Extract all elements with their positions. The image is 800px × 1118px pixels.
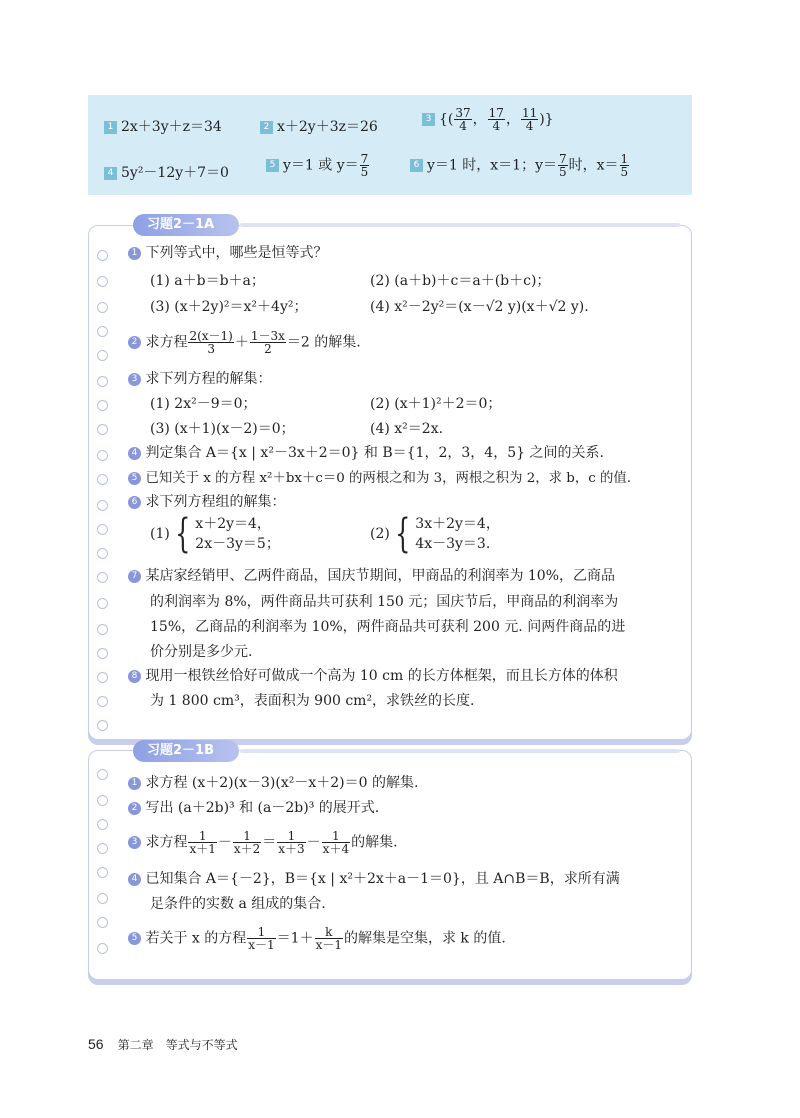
a-q5: 5 已知关于 x 的方程 x²＋bx＋c＝0 的两根之和为 3，两根之积为 2，求 b，c 的值.: [128, 468, 631, 489]
b-q1: 1 求方程 (x＋2)(x－3)(x²－x＋2)＝0 的解集.: [128, 773, 418, 793]
b-q4-line2: 足条件的实数 a 组成的集合.: [150, 896, 326, 912]
answer-3: 3 {( $\frac{37}{4}$ ， $\frac{17}{4}$ ， $\frac{11}{4}$ )}: [422, 107, 554, 132]
section-a-rule: [240, 223, 680, 227]
a-q7: 7 某店家经销甲、乙两件商品，国庆节期间，甲商品的利润率为 10%，乙商品: [128, 566, 615, 586]
a-q6: 6 求下列方程组的解集：: [128, 492, 285, 512]
answer-4: 4 5y²－12y＋7＝0: [104, 163, 229, 183]
a-q7-line2: 的利润率为 8%，两件商品共可获利 150 元；国庆节后，甲商品的利润率为: [150, 594, 619, 610]
a-q1-item3: (3) (x＋2y)²＝x²＋4y²；: [150, 299, 308, 315]
a-q8: 8 现用一根铁丝恰好可做成一个高为 10 cm 的长方体框架，而且长方体的体积: [128, 666, 618, 686]
section-b-title: 习题2－1B: [133, 740, 239, 762]
a-q7-line3: 15%，乙商品的利润率为 10%，两件商品共可获利 200 元. 问两件商品的进: [150, 619, 626, 635]
section-b-rule: [240, 749, 680, 753]
b-q3: 3 求方程 $\frac{1}{x+1}$ － $\frac{1}{x+2}$ ＝ $\frac{1}{x+3}$ － $\frac{1}{x+4}$ 的解集.: [128, 830, 398, 855]
a-q1-item1: (1) a＋b＝b＋a；: [150, 273, 265, 289]
a-q3: 3 求下列方程的解集：: [128, 369, 271, 389]
a-q3-item4: (4) x²＝2x.: [370, 421, 444, 437]
a-q6-system1: (1) { x＋2y＝4， 2x－3y＝5；: [150, 511, 280, 557]
b-q2: 2 写出 (a＋2b)³ 和 (a－2b)³ 的展开式.: [128, 798, 379, 818]
a-q3-item2: (2) (x＋1)²＋2＝0；: [370, 396, 502, 412]
answer-2: 2 x＋2y＋3z＝26: [260, 117, 378, 137]
a-q8-line2: 为 1 800 cm³，表面积为 900 cm²，求铁丝的长度.: [150, 693, 475, 709]
a-q2: 2 求方程 $\frac{2(x-1)}{3}$ ＋ $\frac{1-3x}{2}$ ＝2 的解集.: [128, 330, 361, 355]
b-q5: 5 若关于 x 的方程 $\frac{1}{x-1}$ ＝1＋ $\frac{k}{x-1}$ 的解集是空集，求 k 的值.: [128, 926, 506, 951]
chapter-title: 第二章 等式与不等式: [117, 1038, 238, 1052]
page-footer: [88, 1036, 238, 1053]
answer-box: [88, 95, 692, 195]
a-q1: 1 下列等式中，哪些是恒等式？: [128, 243, 327, 263]
a-q3-item3: (3) (x＋1)(x－2)＝0；: [150, 421, 295, 437]
a-q7-line4: 价分别是多少元.: [150, 644, 253, 660]
answer-5: 5 y＝1 或 y＝ $\frac{7}{5}$: [266, 153, 370, 178]
answer-1: 1 2x＋3y＋z＝34: [104, 117, 222, 137]
answer-6: 6 y＝1 时，x＝1；y＝ $\frac{7}{5}$ 时，x＝ $\frac{1}{5}$: [410, 153, 630, 178]
section-a-title: 习题2－1A: [133, 214, 239, 236]
a-q4: 4 判定集合 A＝{x | x²－3x＋2＝0} 和 B＝{1，2，3，4，5} 之间的关系.: [128, 443, 604, 463]
a-q6-system2: (2) { 3x＋2y＝4， 4x－3y＝3.: [370, 511, 500, 557]
page-number: 56: [88, 1036, 104, 1052]
a-q1-item4: (4) x²－2y²＝(x－√2 y)(x＋√2 y).: [370, 299, 589, 315]
a-q3-item1: (1) 2x²－9＝0；: [150, 396, 257, 412]
a-q1-item2: (2) (a＋b)＋c＝a＋(b＋c)；: [370, 273, 551, 289]
b-q4: 4 已知集合 A＝{－2}，B＝{x | x²＋2x＋a－1＝0}，且 A∩B＝B，求所有满: [128, 869, 620, 889]
